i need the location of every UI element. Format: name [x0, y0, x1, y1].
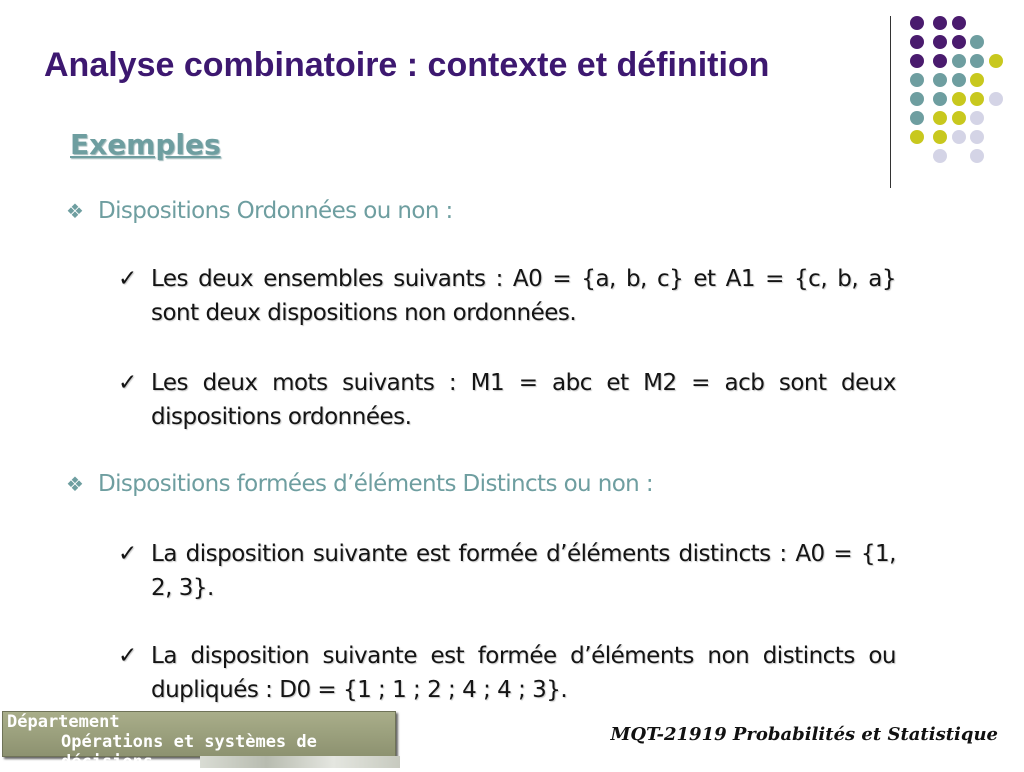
decor-dot [952, 35, 966, 49]
decor-dot [952, 130, 966, 144]
decor-dot [970, 54, 984, 68]
list-item-text: La disposition suivante est formée d’éléments non distincts ou dupliqués : D0 = {1 ; 1 ; 2 ; 4 ; 4 ; 3}. [151, 643, 896, 703]
diamond-bullet-icon: ❖ [66, 472, 84, 496]
decor-dot [910, 73, 924, 87]
checkmark-icon: ✓ [118, 541, 137, 567]
decor-dot [952, 16, 966, 30]
decor-dot [952, 92, 966, 106]
section-heading [66, 471, 653, 497]
decor-dot [952, 111, 966, 125]
section-heading-text: Dispositions Ordonnées ou non : [98, 198, 453, 224]
checkmark-icon: ✓ [118, 370, 137, 396]
decor-dot [933, 149, 947, 163]
course-footer: MQT-21919 Probabilités et Statistique [610, 724, 998, 745]
decor-dot [989, 92, 1003, 106]
diamond-bullet-icon: ❖ [66, 199, 84, 223]
decor-dot [910, 16, 924, 30]
list-item-text: Les deux mots suivants : M1 = abc et M2 = acb sont deux dispositions ordonnées. [151, 370, 896, 430]
building-image [200, 756, 400, 768]
decor-dot [989, 54, 1003, 68]
decor-dot [933, 130, 947, 144]
department-logo-line1: Département [7, 712, 120, 732]
decor-dot [910, 130, 924, 144]
slide-title: Analyse combinatoire : contexte et définition [44, 46, 770, 84]
decor-dot [933, 16, 947, 30]
list-item [118, 366, 896, 434]
dot-grid-decoration [906, 12, 1016, 172]
decor-dot [933, 111, 947, 125]
decor-dot [910, 111, 924, 125]
decor-dot [933, 92, 947, 106]
decor-dot [933, 73, 947, 87]
list-item [118, 639, 896, 707]
section-heading [66, 198, 453, 224]
department-logo-line2: Opérations et systèmes de décisions [61, 732, 317, 772]
decor-dot [970, 149, 984, 163]
checkmark-icon: ✓ [118, 643, 137, 669]
decor-dot [952, 54, 966, 68]
list-item [118, 262, 896, 330]
decor-dot [910, 54, 924, 68]
section-heading-text: Dispositions formées d’éléments Distincts ou non : [98, 471, 654, 497]
decor-dot [933, 54, 947, 68]
decor-dot [970, 111, 984, 125]
decor-dot [952, 73, 966, 87]
decor-dot [933, 35, 947, 49]
decor-dot [970, 130, 984, 144]
decor-dot [970, 92, 984, 106]
list-item [118, 537, 896, 605]
list-item-text: Les deux ensembles suivants : A0 = {a, b, c} et A1 = {c, b, a} sont deux dispositions non ordonnées. [151, 266, 896, 326]
decor-dot [970, 35, 984, 49]
decor-dot [910, 35, 924, 49]
decor-dot [910, 92, 924, 106]
decor-dot [970, 73, 984, 87]
list-item-text: La disposition suivante est formée d’éléments distincts : A0 = {1, 2, 3}. [151, 541, 896, 601]
checkmark-icon: ✓ [118, 266, 137, 292]
department-logo [2, 711, 396, 772]
title-divider [890, 16, 891, 188]
section-subtitle: Exemples [70, 128, 221, 161]
